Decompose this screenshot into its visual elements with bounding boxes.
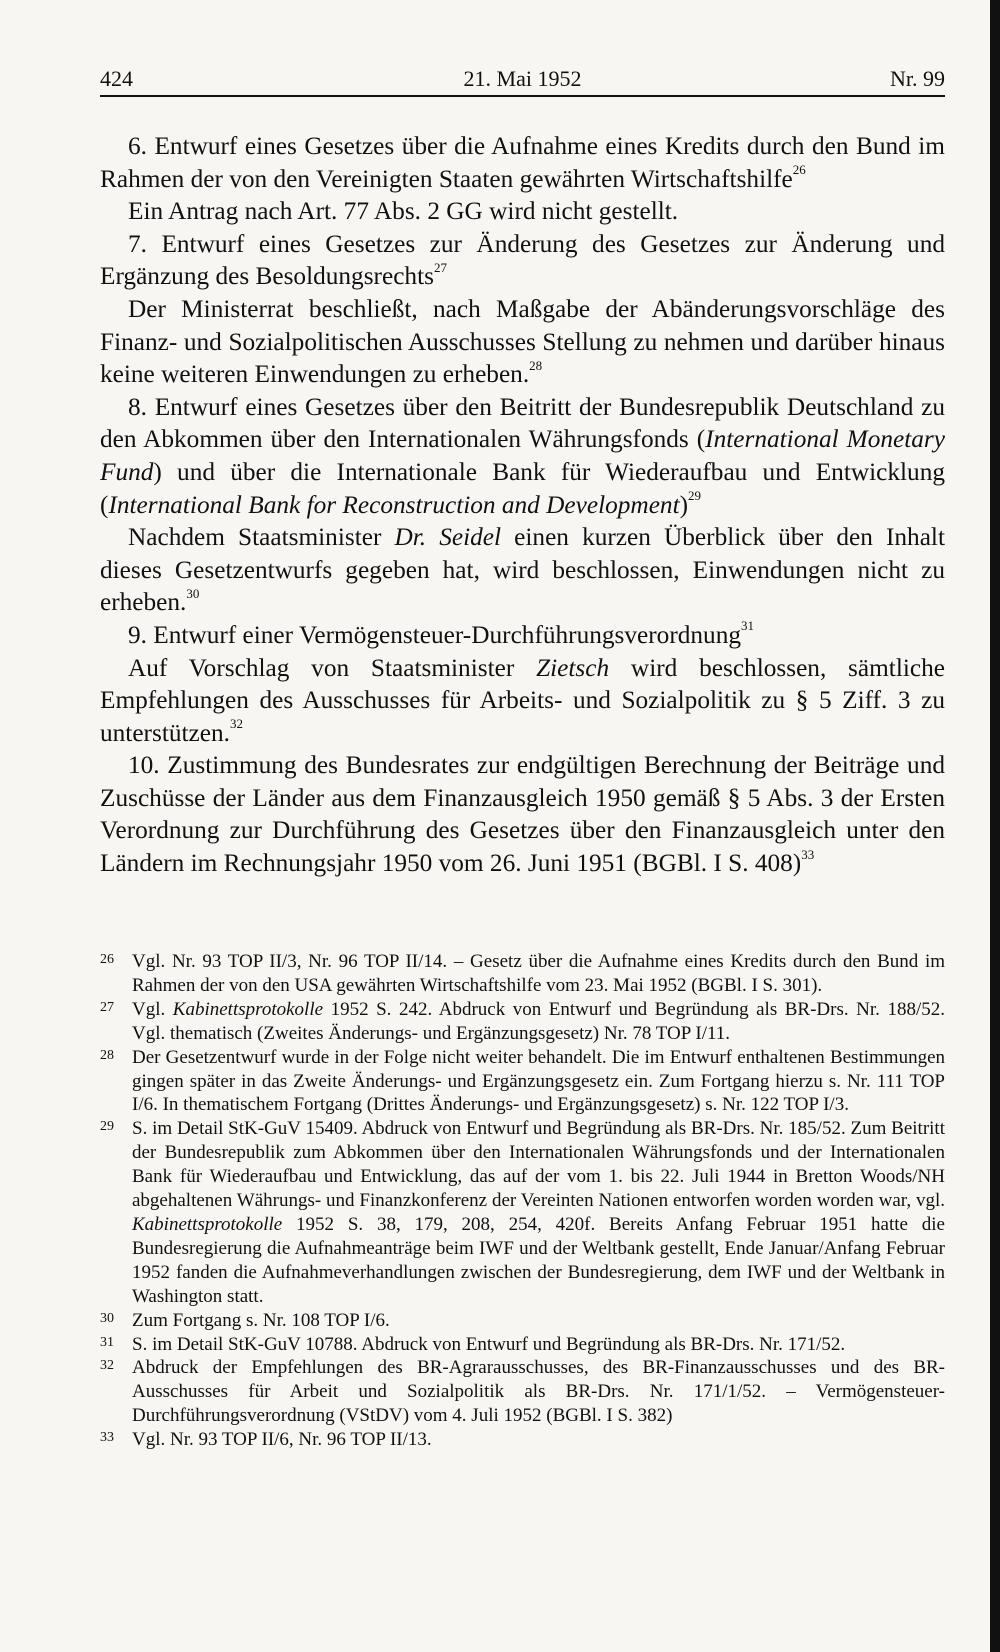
footnote-ref-33: 33: [801, 846, 815, 862]
footnote-number: 30: [100, 1310, 114, 1326]
item6-text: Ein Antrag nach Art. 77 Abs. 2 GG wird nicht gestellt.: [128, 197, 679, 226]
footnote-33: [100, 1428, 945, 1452]
footnote-30: [100, 1309, 945, 1333]
footnote-number: 29: [100, 1119, 114, 1135]
footnote-28: [100, 1046, 945, 1118]
item6-title: 6. Entwurf eines Gesetzes über die Aufnahme eines Kredits durch den Bund im Rahmen der von den Vereinigten Staaten gewährten Wirtschaftshilfe$^{26}$: [100, 132, 945, 193]
footnote-text: Vgl. Nr. 93 TOP II/3, Nr. 96 TOP II/14. – Gesetz über die Aufnahme eines Kredits durch den Bund im Rahmen der von den USA gewährten Wirtschaftshilfe vom 23. Mai 1952 (BGBl. I S. 301).: [132, 951, 945, 996]
footnote-number: 27: [100, 999, 114, 1015]
item7-text: Der Ministerrat beschließt, nach Maßgabe der Abänderungsvorschläge des Finanz- und Sozialpolitischen Ausschusses Stellung zu nehmen und darüber hinaus keine weiteren Einwendungen zu erheben.$^{28}$: [100, 294, 945, 389]
footnote-ref-26: 26: [792, 162, 806, 178]
item8-title: 8. Entwurf eines Gesetzes über den Beitritt der Bundesrepublik Deutschland zu den Abkommen über den Internationalen Währungsfonds (International Monetary Fund) und über die Internationale Bank für Wiederaufbau und Entwicklung (International Bank for Reconstruction and Development)$^{29}$: [100, 392, 945, 519]
footnote-text: Vgl. Nr. 93 TOP II/6, Nr. 96 TOP II/13.: [132, 1429, 432, 1451]
footnote-number: 28: [100, 1047, 114, 1063]
item10-title: 10. Zustimmung des Bundesrates zur endgültigen Berechnung der Beiträge und Zuschüsse der Länder aus dem Finanzausgleich 1950 gemäß § 5 Abs. 3 der Ersten Verordnung zur Durchführung des Gesetzes über den Finanzausgleich unter den Ländern im Rechnungsjahr 1950 vom 26. Juni 1951 (BGBl. I S. 408)$^{33}$: [100, 751, 945, 878]
footnote-ref-28: 28: [529, 357, 543, 373]
footnote-text: Zum Fortgang s. Nr. 108 TOP I/6.: [132, 1309, 390, 1331]
footnote-text: S. im Detail StK-GuV 10788. Abdruck von Entwurf und Begründung als BR-Drs. Nr. 171/52.: [132, 1333, 846, 1355]
header-issue: Nr. 99: [890, 66, 945, 91]
footnote-31: [100, 1333, 945, 1357]
item7-title: 7. Entwurf eines Gesetzes zur Änderung des Gesetzes zur Änderung und Ergänzung des Besoldungsrechts$^{27}$: [100, 229, 945, 291]
main-text: [100, 130, 945, 880]
header-date: 21. Mai 1952: [463, 66, 582, 91]
footnotes: [100, 950, 945, 1452]
footnote-29: 29 S. im Detail StK-GuV 15409. Abdruck von Entwurf und Begründung als BR-Drs. Nr. 185/52. Zum Beitritt der Bundesrepublik zum Abkommen über den Internationalen Währungsfonds und der Internationalen Bank für Wiederaufbau und Entwicklung, das auf der vom 1. bis 22. Juli 1944 in Bretton Woods/NH abgehaltenen Währungs- und Finanzkonferenz der Vereinten Nationen entworfen worden worden war, vgl. Kabinettsprotokolle 1952 S. 38, 179, 208, 254, 420f. Bereits Anfang Februar 1951 hatte die Bundesregierung die Aufnahmeanträge beim IWF und der Weltbank gestellt, Ende Januar/Anfang Februar 1952 fanden die Aufnahmeverhandlungen zwischen der Bundesregierung, dem IWF und der Weltbank in Washington statt.: [100, 1118, 945, 1307]
page-number: 424: [100, 66, 133, 91]
footnote-text: Der Gesetzentwurf wurde in der Folge nicht weiter behandelt. Die im Entwurf enthaltenen Bestimmungen gingen später in das Zweite Änderungs- und Ergänzungsgesetz ein. Zum Fortgang hierzu s. Nr. 111 TOP I/6. In thematischem Fortgang (Drittes Änderungs- und Ergänzungsgesetz) s. Nr. 122 TOP I/3.: [132, 1046, 945, 1116]
footnote-32: [100, 1356, 945, 1428]
page-header: [100, 64, 945, 94]
footnote-number: 31: [100, 1334, 114, 1350]
item8-text: Nachdem Staatsminister Dr. Seidel einen kurzen Überblick über den Inhalt dieses Gesetzentwurfs gegeben hat, wird beschlossen, Einwendungen nicht zu erheben.$^{30}$: [100, 523, 945, 617]
footnote-text: Abdruck der Empfehlungen des BR-Agrarausschusses, des BR-Finanzausschusses und des BR-Ausschusses für Arbeit und Sozialpolitik als BR-Drs. Nr. 171/1/52. – Vermögensteuer-Durchführungsverordnung (VStDV) vom 4. Juli 1952 (BGBl. I S. 382): [132, 1357, 945, 1427]
footnote-ref-31: 31: [741, 618, 754, 634]
footnote-ref-27: 27: [433, 259, 447, 275]
footnote-number: 32: [100, 1358, 114, 1374]
footnote-number: 26: [100, 952, 114, 967]
footnote-ref-29: 29: [688, 488, 702, 504]
footnote-ref-32: 32: [229, 716, 243, 732]
footnote-26: [100, 950, 945, 998]
footnote-27: 27 Vgl. Kabinettsprotokolle 1952 S. 242. Abdruck von Entwurf und Begründung als BR-Drs. Nr. 188/52. Vgl. thematisch (Zweites Änderungs- und Ergänzungsgesetz) Nr. 78 TOP I/11.: [100, 998, 945, 1044]
footnote-number: 33: [100, 1430, 114, 1446]
item9-text: Auf Vorschlag von Staatsminister Zietsch wird beschlossen, sämtliche Empfehlungen des Ausschusses für Arbeits- und Sozialpolitik zu § 5 Ziff. 3 zu unterstützen.$^{32}$: [100, 653, 945, 747]
item9-title: 9. Entwurf einer Vermögensteuer-Durchführungsverordnung$^{31}$: [128, 618, 754, 649]
header-rule: [100, 95, 945, 97]
footnote-ref-30: 30: [186, 585, 200, 601]
